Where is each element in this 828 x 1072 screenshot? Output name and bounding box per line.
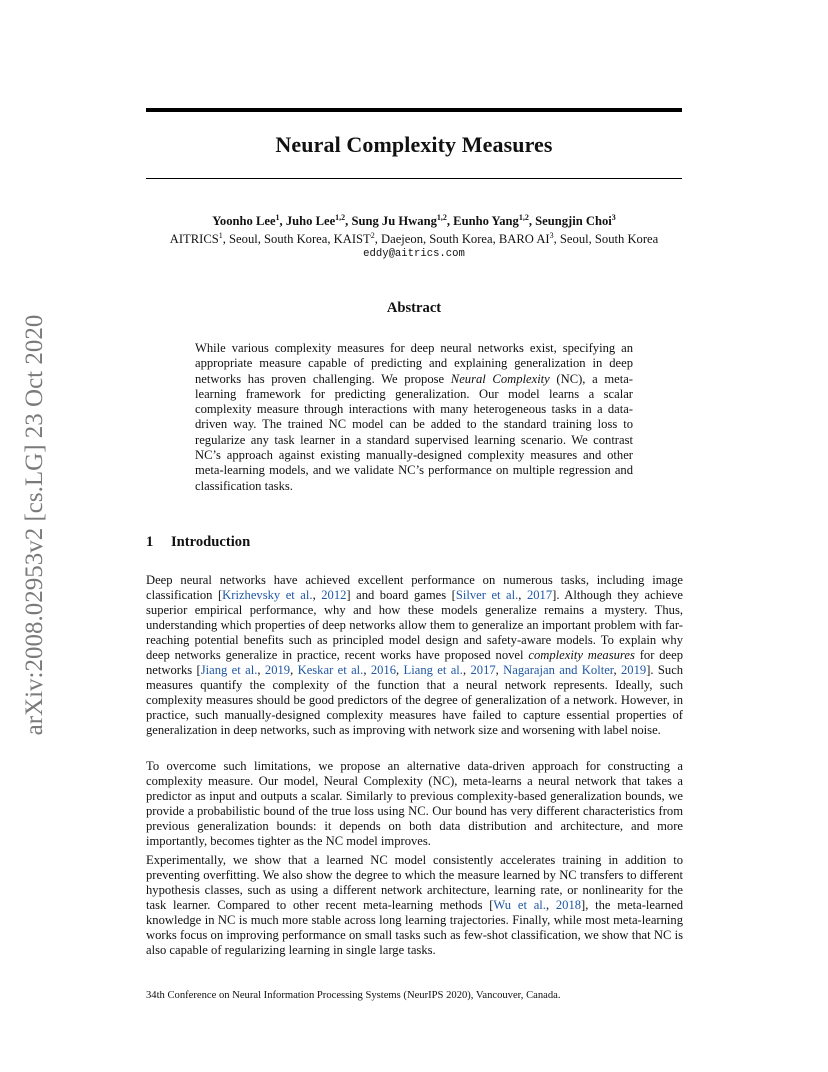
intro-paragraph-3: Experimentally, we show that a learned NC model consistently accelerates training in addition to preventing overfitting. We also show the degree to which the measure learned by NC transfers to different hypothesis classes, such as using a different network architecture, learning rate, or nonlinearity for the task learner. Compared to other recent meta-learning methods [Wu et al., 2018], the meta-learned knowledge in NC is much more stable across long learning trajectories. Finally, while most meta-learning works focus on improving performance on small tasks such as few-shot classification, we show that NC is also capable of regularizing learning in single large tasks. <box>146 853 683 958</box>
affiliation-line: AITRICS$^1$, Seoul, South Korea, KAIST$^2$, Daejeon, South Korea, BARO $AI^3$, Seoul, South Korea <box>169 231 659 246</box>
citation-link[interactable]: Keskar et al. <box>297 663 364 678</box>
section-heading <box>146 534 250 551</box>
section-number: 1 <box>146 534 154 550</box>
author-name: Yoonho Lee <box>212 214 276 228</box>
author-list: Yoonho Lee$^1$, Juho Lee$^{1,2}$, Sung Ju Hwang$^{1,2}$, Eunho Yang$^{1,2}$, Seungjin Choi$^3$ <box>212 213 616 228</box>
abstract-heading: Abstract <box>386 300 442 316</box>
author-name: Eunho Yang <box>453 214 519 228</box>
citation-link[interactable]: 2017 <box>470 663 496 678</box>
citation-link[interactable]: Liang et al. <box>403 663 463 678</box>
title-bottom-rule <box>146 178 682 179</box>
title-top-rule <box>146 108 682 112</box>
conference-footnote: 34th Conference on Neural Information Processing Systems (NeurIPS 2020), Vancouver, Canada. <box>146 990 561 1001</box>
citation-link[interactable]: 2012 <box>321 588 347 603</box>
affiliation-name: KAIST <box>333 232 371 246</box>
citation-link[interactable]: 2019 <box>264 663 291 678</box>
affiliation-name: AITRICS <box>169 232 219 246</box>
citation-link[interactable]: 2017 <box>526 588 553 603</box>
citation-link[interactable]: Jiang et al. <box>200 663 258 678</box>
citation-link[interactable]: 2019 <box>621 663 647 678</box>
paper-title: Neural Complexity Measures <box>275 132 553 157</box>
citation-link[interactable]: Silver et al. <box>455 588 519 603</box>
citation-link[interactable]: 2016 <box>370 663 397 678</box>
author-name: Sung Ju Hwang <box>351 214 437 228</box>
citation-link[interactable]: Nagarajan and Kolter <box>503 663 614 678</box>
author-name: Seungjin Choi <box>535 214 612 228</box>
abstract-body: While various complexity measures for deep neural networks exist, specifying an appropriate measure capable of predicting and explaining generalization in deep networks has proven challenging. We propose Neural Complexity (NC), a meta-learning framework for predicting generalization. Our model learns a scalar complexity measure through interactions with many heterogeneous tasks in a data-driven way. The trained NC model can be added to the standard training loss to regularize any task learner in a standard supervised learning scenario. We contrast NC’s approach against existing manually-designed complexity measures and other meta-learning models, and we validate NC’s performance on multiple regression and classification tasks. <box>195 341 633 493</box>
arxiv-stamp-text: arXiv:2008.02953v2 [cs.LG] 23 Oct 2020 <box>21 314 48 736</box>
affiliation-name: BARO AI <box>498 232 550 246</box>
author-name: Juho Lee <box>285 214 336 228</box>
citation-link[interactable]: Wu et al. <box>493 898 546 913</box>
citation-link[interactable]: 2018 <box>555 898 582 913</box>
contact-email[interactable]: eddy@aitrics.com <box>363 248 465 260</box>
intro-paragraph-1: Deep neural networks have achieved excellent performance on numerous tasks, including image classification [Krizhevsky et al., 2012] and board games [Silver et al., 2017]. Although they achieve superior empirical performance, why and how these models generalize remains a mystery. Thus, understanding which properties of deep networks allow them to generalize an important problem with far-reaching potential benefits such as principled model design and safety-aware models. To explain why deep networks generalize in practice, recent works have proposed novel complexity measures for deep networks [Jiang et al., 2019, Keskar et al., 2016, Liang et al., 2017, Nagarajan and Kolter, 2019]. Such measures quantify the complexity of the function that a neural network represents. Ideally, such complexity measures should be good predictors of the degree of generalization of a network. However, in practice, such manually-designed complexity measures have failed to capture essential properties of generalization in deep networks, such as improving with network size and worsening with label noise. <box>146 573 684 738</box>
arxiv-stamp <box>10 290 60 760</box>
intro-paragraph-2: To overcome such limitations, we propose an alternative data-driven approach for constructing a complexity measure. Our model, Neural Complexity (NC), meta-learns a neural network that takes a predictor as input and outputs a scalar. Similarly to previous complexity-based generalization bounds, we provide a probabilistic bound of the true loss using NC. Our bound has very different characteristics from previous generalization bounds: it depends on both data distribution and architecture, and more importantly, becomes tighter as the NC model improves. <box>146 759 683 849</box>
citation-link[interactable]: Krizhevsky et al. <box>222 588 313 603</box>
section-title: Introduction <box>171 534 251 550</box>
